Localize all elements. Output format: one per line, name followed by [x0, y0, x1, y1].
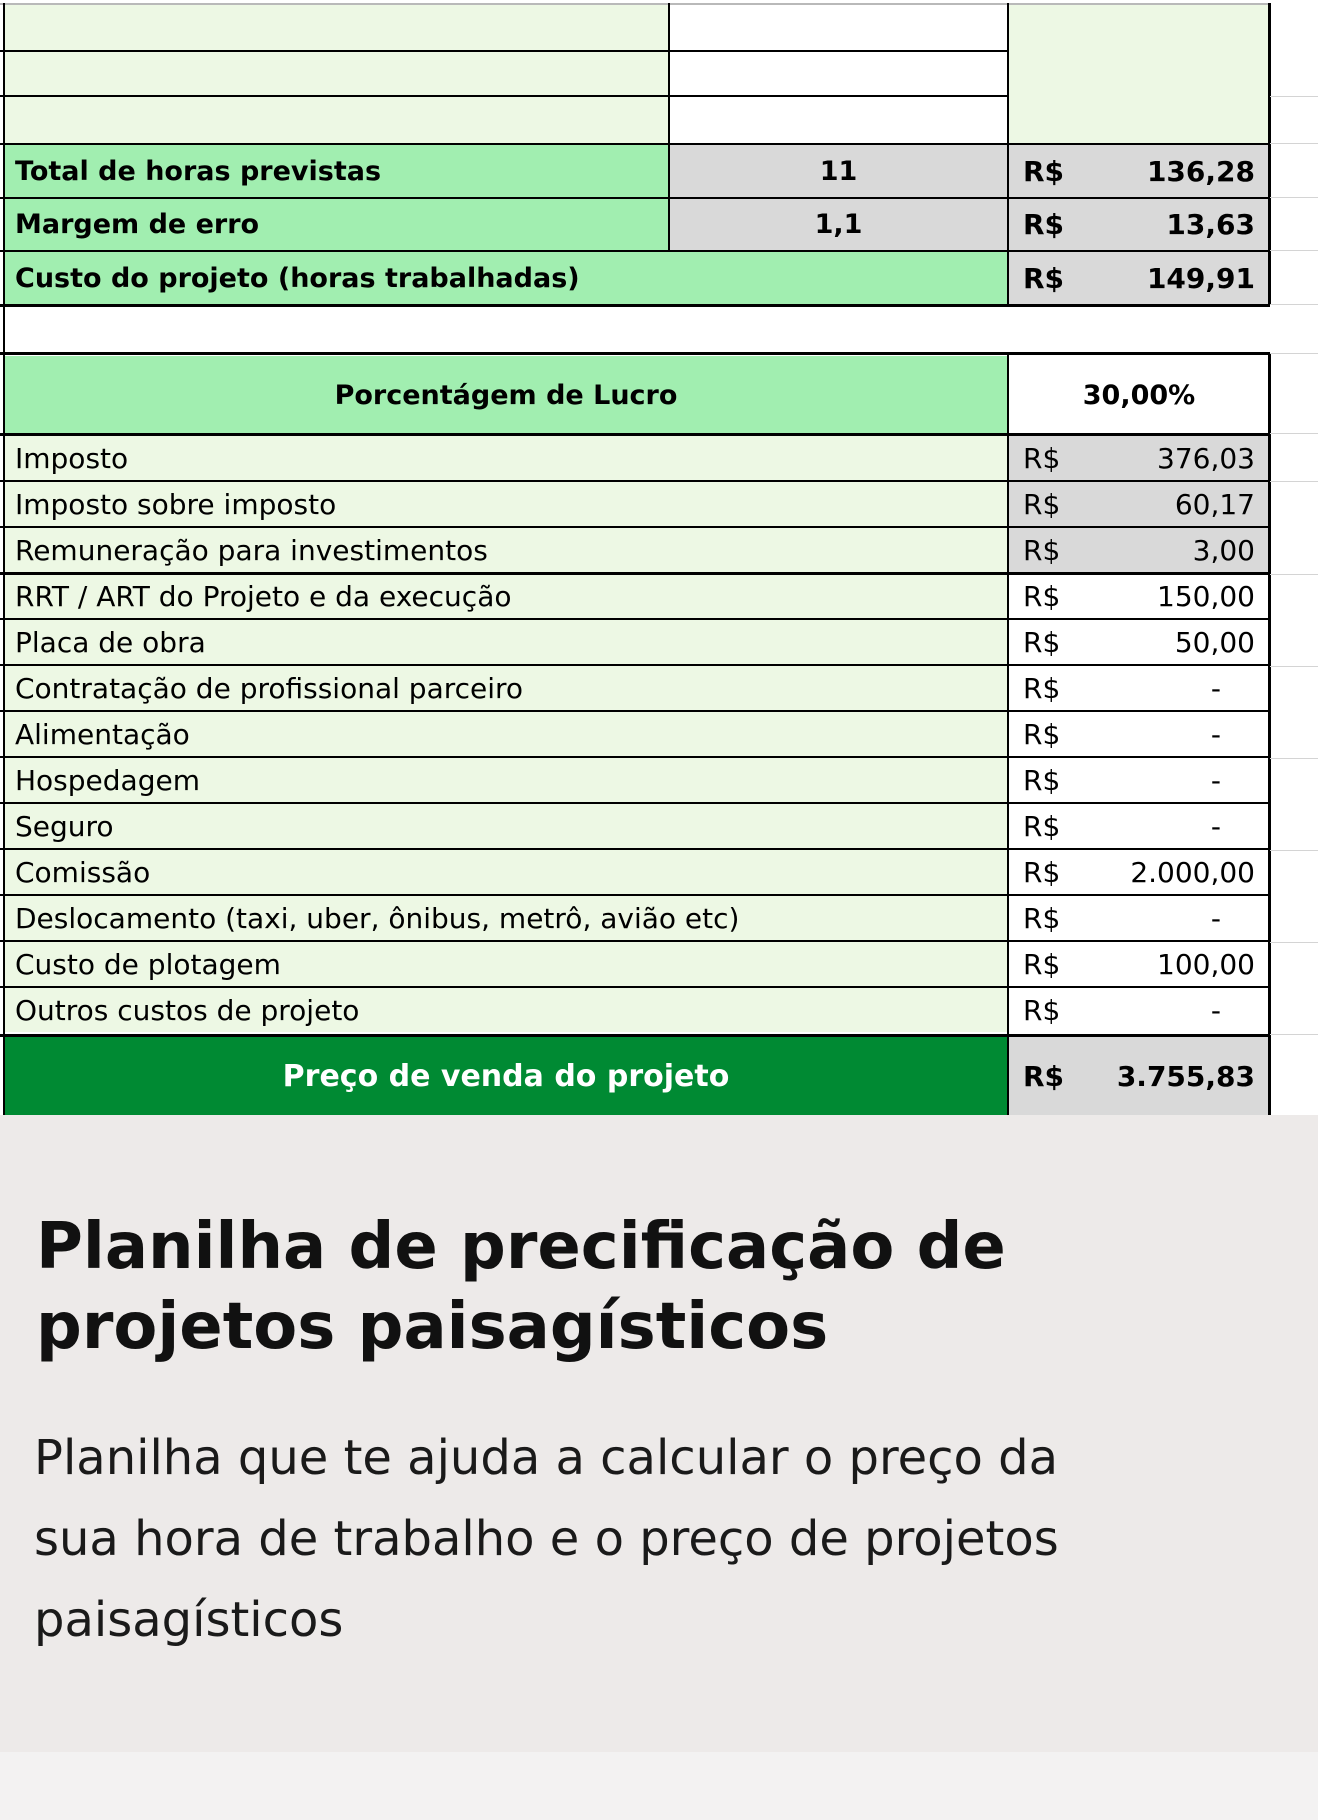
cost-item-label[interactable]: Outros custos de projeto	[5, 988, 1007, 1032]
sheet-gridline	[1270, 304, 1318, 305]
sale-price-value[interactable]: 3.755,83	[1099, 1037, 1269, 1115]
cost-item-label[interactable]: Imposto sobre imposto	[5, 482, 1007, 526]
cost-item-label[interactable]: Comissão	[5, 850, 1007, 894]
cost-item-currency[interactable]: R$	[1009, 620, 1099, 664]
sale-price-currency[interactable]: R$	[1009, 1037, 1099, 1115]
cost-item-currency[interactable]: R$	[1009, 850, 1099, 894]
project-cost-label[interactable]: Custo do projeto (horas trabalhadas)	[5, 252, 1007, 304]
cost-item-value[interactable]: 100,00	[1099, 942, 1269, 986]
project-cost-currency[interactable]: R$	[1009, 252, 1099, 304]
grid-border	[0, 95, 1008, 97]
cost-item-value[interactable]: 3,00	[1099, 528, 1269, 572]
sheet-gridline	[1270, 433, 1318, 434]
total-hours-qty[interactable]: 11	[670, 145, 1007, 197]
cost-item-label[interactable]: Imposto	[5, 436, 1007, 480]
grid-border	[3, 3, 5, 1115]
cost-item-label[interactable]: Custo de plotagem	[5, 942, 1007, 986]
cost-item-currency[interactable]: R$	[1009, 712, 1099, 756]
grid-border	[0, 940, 1270, 942]
grid-border	[0, 304, 1270, 307]
profit-percentage-value[interactable]: 30,00%	[1009, 356, 1269, 434]
grid-border	[1268, 3, 1271, 305]
grid-border	[0, 802, 1270, 804]
empty-input-cell-2[interactable]	[670, 52, 1007, 96]
grid-border	[0, 480, 1270, 482]
sheet-gridline	[1270, 197, 1318, 198]
sheet-gridline	[1270, 481, 1318, 482]
grid-border	[0, 197, 1270, 199]
sale-price-label[interactable]: Preço de venda do projeto	[5, 1037, 1007, 1115]
total-hours-value[interactable]: 136,28	[1099, 145, 1269, 197]
grid-border	[1007, 354, 1009, 1115]
cost-item-label[interactable]: Contratação de profissional parceiro	[5, 666, 1007, 710]
error-margin-qty[interactable]: 1,1	[670, 199, 1007, 250]
sheet-gridline	[1270, 143, 1318, 144]
cost-item-currency[interactable]: R$	[1009, 574, 1099, 618]
empty-input-cell-1[interactable]	[670, 5, 1007, 50]
grid-border	[0, 710, 1270, 712]
grid-border	[0, 664, 1270, 666]
error-margin-currency[interactable]: R$	[1009, 199, 1099, 250]
sheet-gridline	[1270, 250, 1318, 251]
empty-label-cell-2[interactable]	[5, 52, 668, 96]
cost-item-currency[interactable]: R$	[1009, 896, 1099, 940]
sheet-gridline	[1270, 666, 1318, 667]
empty-merged-value-cell[interactable]	[1009, 5, 1269, 143]
cost-item-currency[interactable]: R$	[1009, 666, 1099, 710]
cost-item-label[interactable]: Seguro	[5, 804, 1007, 848]
sheet-gridline	[1270, 353, 1318, 354]
sheet-gridline	[1270, 1034, 1318, 1035]
cost-item-label[interactable]: Placa de obra	[5, 620, 1007, 664]
cost-item-value[interactable]: -	[1099, 666, 1269, 710]
grid-border	[0, 352, 1270, 355]
card-description: Planilha que te ajuda a calcular o preço da sua hora de trabalho e o preço de projetos paisagísticos	[34, 1430, 1059, 1648]
cost-item-value[interactable]: 2.000,00	[1099, 850, 1269, 894]
sheet-gridline	[1270, 850, 1318, 851]
grid-border	[0, 3, 1270, 5]
cost-item-value[interactable]: -	[1099, 804, 1269, 848]
grid-border	[0, 756, 1270, 758]
empty-label-cell-1[interactable]	[5, 5, 668, 50]
grid-border	[0, 572, 1270, 575]
cost-item-value[interactable]: 60,17	[1099, 482, 1269, 526]
grid-border	[1007, 3, 1009, 305]
grid-border	[0, 894, 1270, 896]
card-title: Planilha de precificação de projetos paisagísticos	[36, 1210, 1006, 1364]
total-hours-label[interactable]: Total de horas previstas	[5, 145, 668, 197]
project-cost-value[interactable]: 149,91	[1099, 252, 1269, 304]
grid-border	[0, 848, 1270, 850]
cost-item-currency[interactable]: R$	[1009, 942, 1099, 986]
error-margin-value[interactable]: 13,63	[1099, 199, 1269, 250]
cost-item-value[interactable]: 50,00	[1099, 620, 1269, 664]
cost-item-value[interactable]: 150,00	[1099, 574, 1269, 618]
cost-item-currency[interactable]: R$	[1009, 758, 1099, 802]
cost-item-label[interactable]: Deslocamento (taxi, uber, ônibus, metrô, avião etc)	[5, 896, 1007, 940]
cost-item-currency[interactable]: R$	[1009, 482, 1099, 526]
grid-border	[668, 3, 670, 252]
grid-border	[0, 618, 1270, 620]
grid-border	[0, 250, 1270, 252]
cost-item-value[interactable]: 376,03	[1099, 436, 1269, 480]
empty-input-cell-3[interactable]	[670, 97, 1007, 143]
grid-border	[0, 50, 1008, 52]
cost-item-currency[interactable]: R$	[1009, 436, 1099, 480]
grid-border	[0, 1034, 1270, 1037]
sheet-gridline	[1270, 942, 1318, 943]
empty-label-cell-3[interactable]	[5, 97, 668, 143]
grid-border	[0, 986, 1270, 988]
cost-item-label[interactable]: Alimentação	[5, 712, 1007, 756]
cost-item-value[interactable]: -	[1099, 896, 1269, 940]
grid-border	[0, 143, 1270, 145]
cost-item-label[interactable]: RRT / ART do Projeto e da execução	[5, 574, 1007, 618]
grid-border	[0, 433, 1270, 436]
info-card	[0, 1115, 1318, 1752]
sheet-gridline	[1270, 758, 1318, 759]
sheet-gridline	[1270, 96, 1318, 97]
cost-item-currency[interactable]: R$	[1009, 528, 1099, 572]
grid-border	[1268, 354, 1271, 1115]
error-margin-label[interactable]: Margem de erro	[5, 199, 668, 250]
cost-item-label[interactable]: Hospedagem	[5, 758, 1007, 802]
profit-percentage-label[interactable]: Porcentágem de Lucro	[5, 356, 1007, 434]
total-hours-currency[interactable]: R$	[1009, 145, 1099, 197]
sheet-gridline	[1270, 574, 1318, 575]
cost-item-value[interactable]: -	[1099, 988, 1269, 1032]
cost-item-label[interactable]: Remuneração para investimentos	[5, 528, 1007, 572]
grid-border	[0, 526, 1270, 528]
cost-item-currency[interactable]: R$	[1009, 804, 1099, 848]
cost-item-value[interactable]: -	[1099, 712, 1269, 756]
cost-item-value[interactable]: -	[1099, 758, 1269, 802]
cost-item-currency[interactable]: R$	[1009, 988, 1099, 1032]
